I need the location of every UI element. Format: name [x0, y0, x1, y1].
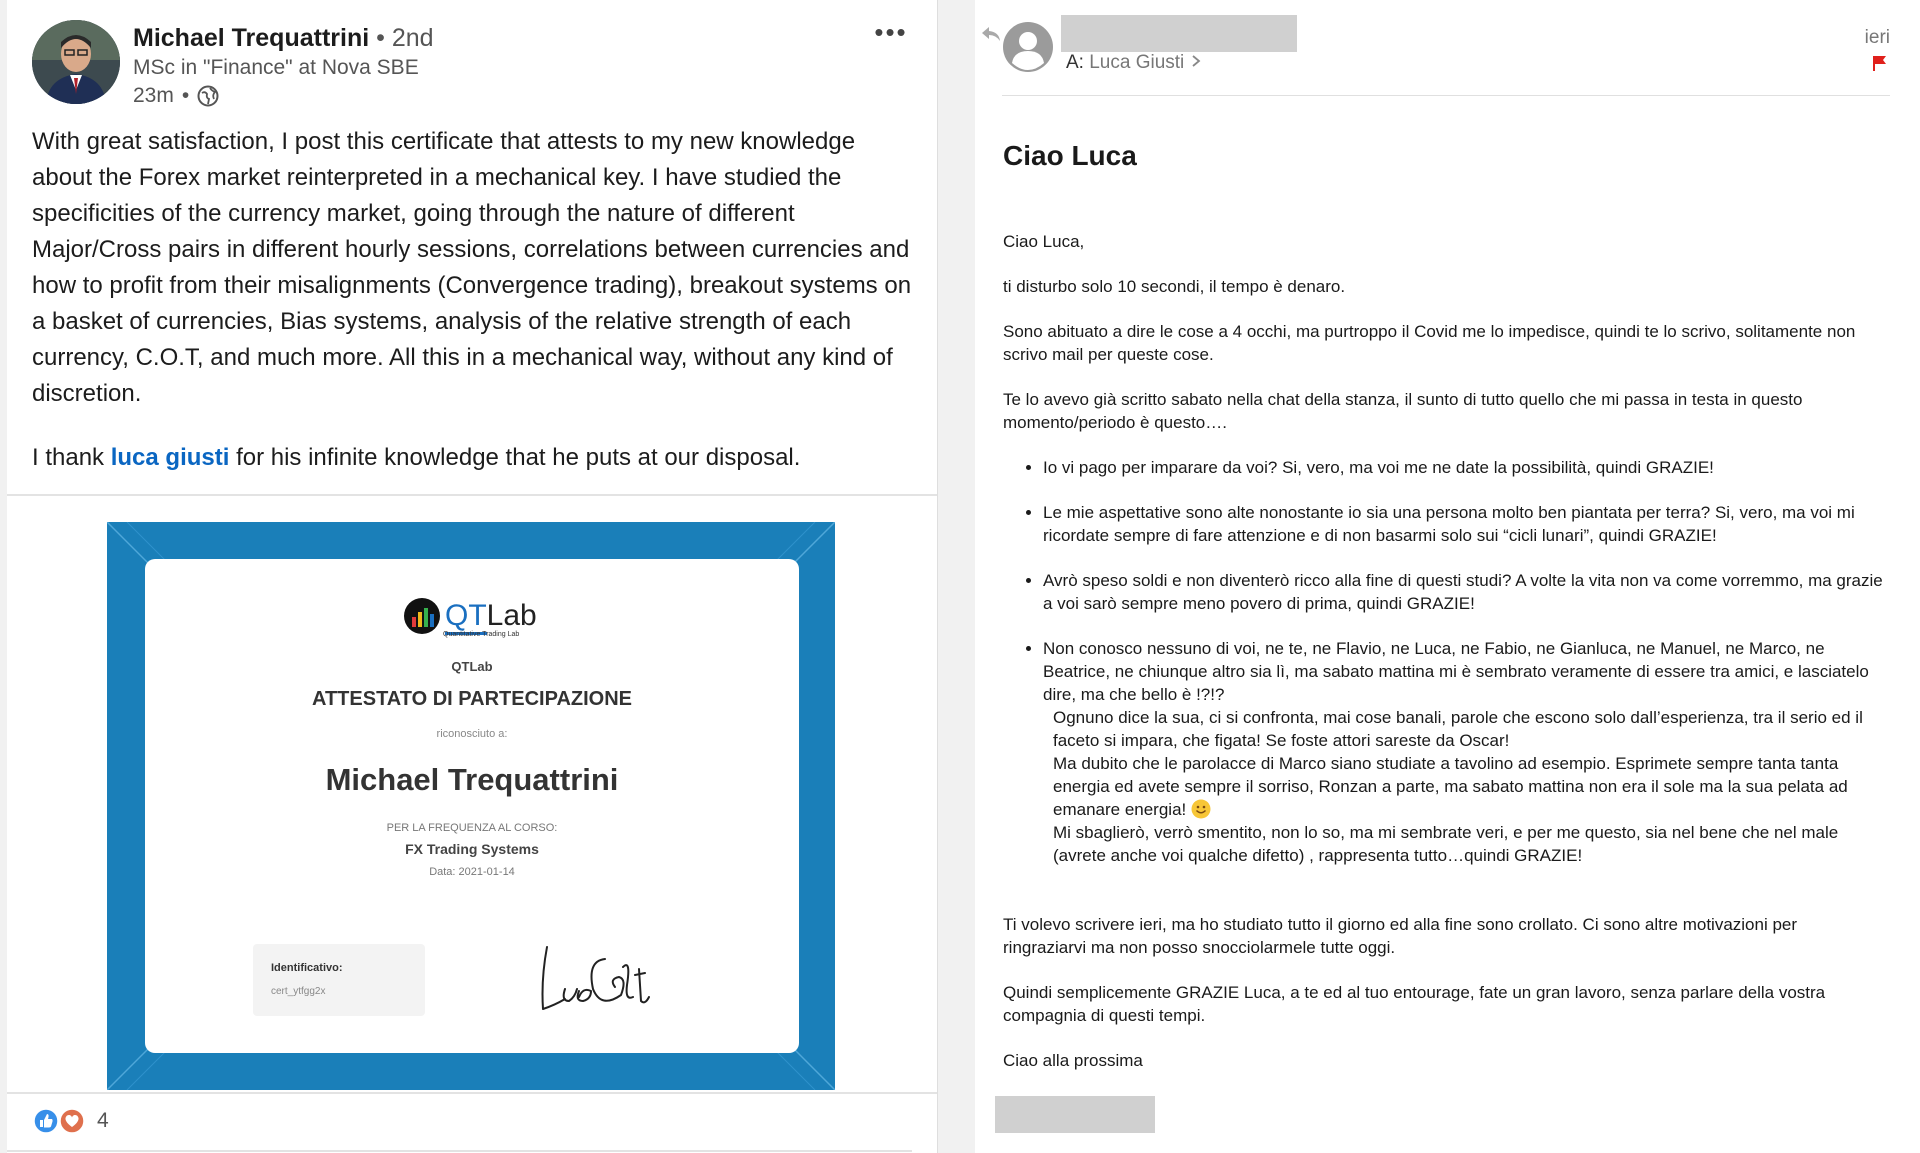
bullet-continuation-text: Ma dubito che le parolacce di Marco siano studiate a tavolino ad esempio. Esprimete sempre tanta tanta energia ed avete sempre il sorriso, Ronzan a parte, ma sabato mattina non era il sole ma la sua pelata ad emanare energia!	[1053, 754, 1848, 819]
like-icon	[33, 1108, 59, 1134]
qtlab-logo-subtitle: Quantitative Trading Lab	[443, 631, 520, 638]
post-body	[32, 124, 912, 412]
email-bullet-item	[1043, 456, 1883, 479]
thanks-before: I thank	[32, 444, 111, 471]
certificate-id-box	[253, 944, 425, 1016]
mention-link[interactable]: luca giusti	[110, 444, 230, 471]
certificate-recipient-name: Michael Trequattrini	[325, 762, 619, 797]
recipient-prefix: A:	[1066, 52, 1084, 73]
recipient-name[interactable]: Luca Giusti	[1089, 52, 1185, 73]
certificate-image[interactable]	[107, 522, 835, 1090]
email-bullet-item	[1043, 637, 1883, 867]
email-paragraph: Quindi semplicemente GRAZIE Luca, a te ed al tuo entourage, fate un gran lavoro, senza parlare della vostra compagnia di questi tempi.	[1003, 983, 1826, 1025]
certificate-id-value: cert_ytfgg2x	[271, 986, 326, 997]
bullet-continuation: Ognuno dice la sua, ci si confronta, mai cose banali, parole che escono solo dall’esperienza, tra il serio ed il faceto si impara, che figata! Se foste attori sareste da Oscar!	[1053, 708, 1863, 750]
email-closing: Ciao alla prossima	[1003, 1051, 1143, 1070]
qtlab-logo	[403, 597, 537, 635]
certificate-course: FX Trading Systems	[405, 841, 539, 857]
email-paragraph: Ti volevo scrivere ieri, ma ho studiato tutto il giorno ed alla fine sono crollato. Ci sono altre motivazioni per ringraziarvi ma non posso snocciolarmele tutte oggi.	[1003, 915, 1798, 957]
sender-avatar-icon	[1002, 21, 1054, 73]
logo-lab: Lab	[486, 599, 537, 632]
certificate-id-label: Identificativo:	[271, 962, 343, 974]
degree-separator: •	[376, 24, 385, 52]
post-time-text: 23m	[133, 84, 174, 107]
qtlab-logo-text	[445, 599, 537, 633]
qtlab-logo-icon	[403, 597, 441, 635]
certificate-org: QTLab	[451, 659, 493, 674]
bullet-text: Io vi pago per imparare da voi? Si, vero, ma voi me ne date la possibilità, quindi GRAZIE!	[1043, 458, 1714, 477]
post-timestamp	[133, 84, 219, 108]
email-subject: Ciao Luca	[1003, 140, 1137, 171]
email-paragraph: Te lo avevo già scritto sabato nella chat della stanza, il sunto di tutto quello che mi passa in testa in questo momento/periodo è questo….	[1003, 390, 1803, 432]
bullet-text: Avrò speso soldi e non diventerò ricco alla fine di questi studi? A volte la vita non va come vorremmo, ma grazie a voi sarò sempre meno povero di prima, quindi GRAZIE!	[1043, 571, 1883, 613]
divider	[7, 494, 937, 496]
divider	[7, 1150, 912, 1152]
signature-image	[535, 939, 655, 1019]
reply-icon[interactable]	[980, 24, 1002, 44]
email-paragraph: ti disturbo solo 10 secondi, il tempo è denaro.	[1003, 277, 1346, 296]
email-date: ieri	[1864, 27, 1890, 48]
author-avatar[interactable]	[32, 20, 120, 104]
recipient-field[interactable]	[1066, 52, 1202, 74]
bullet-text: Le mie aspettative sono alte nonostante io sia una persona molto ben piantata per terra? Si, vero, ma voi mi ricordate sempre di fare attenzione e di non basarmi solo sui “cicli lunari”, quindi GRAZIE!	[1043, 503, 1855, 545]
post-body-text: With great satisfaction, I post this certificate that attests to my new knowledge about the Forex market reinterpreted in a mechanical key. I have studied the specificities of the currency market, going through the nature of different Major/Cross pairs in different hourly sessions, correlations between currencies and how to profit from their misalignments (Convergence trading), breakout systems on a basket of currencies, Bias systems, analysis of the relative strength of each currency, C.O.T, and much more. All this in a mechanical way, without any kind of discretion.	[32, 128, 912, 407]
certificate-frequency-label: PER LA FREQUENZA AL CORSO:	[386, 822, 558, 834]
time-separator: •	[181, 84, 190, 107]
author-name-text[interactable]: Michael Trequattrini	[133, 24, 370, 52]
globe-icon	[197, 85, 219, 107]
certificate-title: ATTESTATO DI PARTECIPAZIONE	[312, 688, 632, 710]
author-headline: MSc in "Finance" at Nova SBE	[133, 56, 419, 79]
love-icon	[59, 1108, 85, 1134]
smile-emoji-icon	[1191, 799, 1211, 819]
post-thanks	[32, 444, 800, 472]
divider	[1002, 95, 1890, 96]
email-body	[1003, 230, 1883, 1094]
email-greeting: Ciao Luca,	[1003, 232, 1085, 251]
signature-redacted	[995, 1096, 1155, 1133]
chevron-right-icon[interactable]	[1190, 54, 1202, 68]
connection-degree: 2nd	[391, 24, 434, 52]
author-name[interactable]	[133, 24, 434, 53]
flag-icon[interactable]	[1873, 55, 1887, 71]
bullet-text: Non conosco nessuno di voi, ne te, ne Flavio, ne Luca, ne Fabio, ne Gianluca, ne Manuel, ne Marco, ne Beatrice, ne chiunque altro sia lì, ma sabato mattina mi è sembrato veramente di essere tra amici, e lasciatelo dire, ma che bello è !?!?	[1043, 639, 1869, 704]
certificate-recognized-label: riconosciuto a:	[436, 728, 508, 740]
certificate-date: Data: 2021-01-14	[429, 866, 515, 878]
email-paragraph: Sono abituato a dire le cose a 4 occhi, ma purtroppo il Covid me lo impedisce, quindi te lo scrivo, solitamente non scrivo mail per queste cose.	[1003, 322, 1856, 364]
email-bullet-item	[1043, 501, 1883, 547]
thanks-after: for his infinite knowledge that he puts at our disposal.	[229, 444, 801, 471]
linkedin-post	[7, 0, 938, 1153]
spacer	[1003, 889, 1883, 913]
avatar-photo	[32, 20, 120, 104]
reaction-count[interactable]: 4	[97, 1109, 109, 1132]
sender-name-redacted	[1061, 15, 1297, 52]
bullet-continuation	[1043, 752, 1883, 821]
bullet-continuation: Mi sbaglierò, verrò smentito, non lo so, ma mi sembrate veri, e per me questo, sia nel bene che nel male (avrete anche voi qualche difetto) , rappresenta tutto…quindi GRAZIE!	[1053, 823, 1839, 865]
reactions-summary[interactable]	[33, 1108, 109, 1134]
certificate-card	[145, 559, 799, 1053]
logo-qt: QT	[445, 599, 487, 635]
email-message	[975, 0, 1920, 1153]
more-options-button[interactable]: •••	[874, 17, 908, 47]
email-bullet-list	[1003, 456, 1883, 867]
email-bullet-item	[1043, 569, 1883, 615]
divider	[7, 1092, 937, 1094]
